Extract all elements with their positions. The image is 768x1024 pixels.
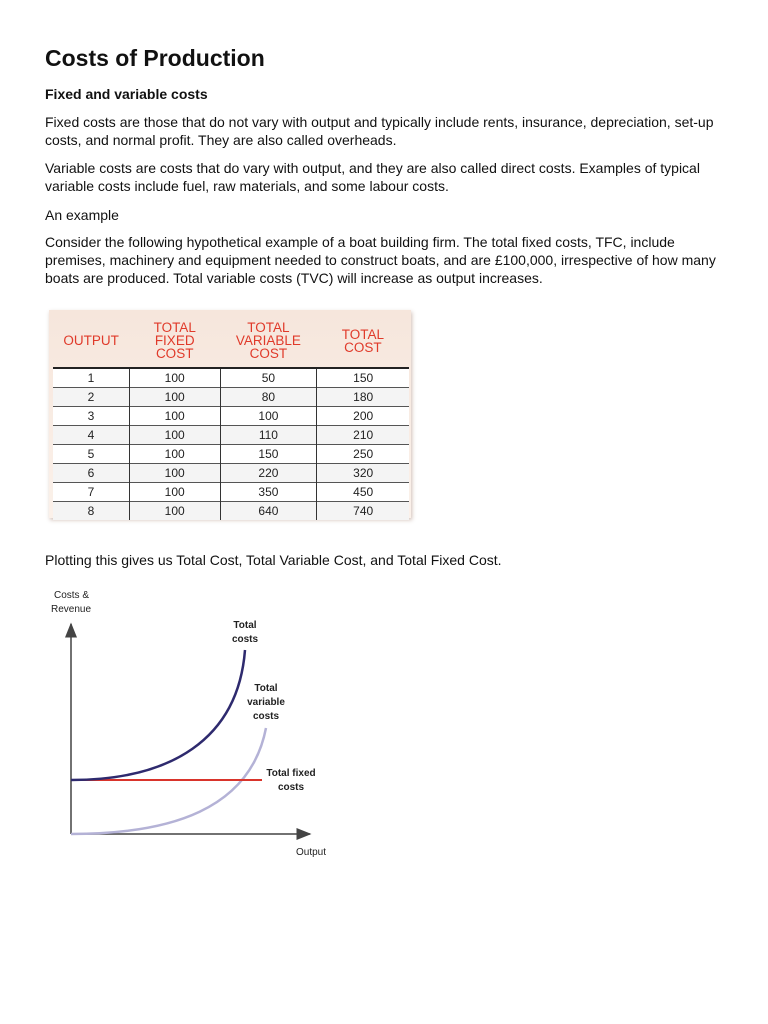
header-line: COST [249, 346, 288, 361]
cell-tvc: 50 [220, 368, 317, 388]
label-total-variable-costs-line3: costs [252, 711, 280, 722]
cell-tvc: 110 [220, 426, 317, 445]
cell-output: 1 [53, 368, 129, 388]
header-line: TOTAL [247, 320, 290, 335]
cell-tfc: 100 [129, 483, 220, 502]
header-line: VARIABLE [235, 333, 301, 348]
cell-output: 5 [53, 445, 129, 464]
x-axis-label: Output [295, 847, 327, 858]
header-line: COST [344, 339, 382, 355]
y-axis-label-line1: Costs & [54, 590, 90, 601]
cell-tfc: 100 [129, 502, 220, 521]
cell-output: 3 [53, 407, 129, 426]
label-total-costs-line1: Total [233, 620, 257, 631]
section-heading: Fixed and variable costs [45, 86, 208, 102]
cell-tc: 740 [317, 502, 409, 521]
cell-tc: 250 [317, 445, 409, 464]
header-line: TOTAL [153, 320, 196, 335]
cell-output: 7 [53, 483, 129, 502]
plotting-paragraph: Plotting this gives us Total Cost, Total Variable Cost, and Total Fixed Cost. [45, 552, 502, 568]
label-total-fixed-costs-line1: Total fixed [266, 768, 316, 779]
cell-tvc: 80 [220, 388, 317, 407]
cell-tfc: 100 [129, 388, 220, 407]
example-paragraph: Consider the following hypothetical example of a boat building firm. The total fixed costs, TFC, include premises, machinery and equipment needed to construct boats, and are £100,000, irrespective of how many boats are produced. Total variable costs (TVC) will increase as output increases. [45, 234, 716, 286]
example-heading: An example [45, 207, 119, 223]
header-line: FIXED [154, 333, 195, 348]
cell-tc: 180 [317, 388, 409, 407]
header-output-line: OUTPUT [63, 333, 119, 348]
header-line: TOTAL [341, 326, 385, 342]
cell-tvc: 350 [220, 483, 317, 502]
cell-tc: 450 [317, 483, 409, 502]
variable-costs-paragraph: Variable costs are costs that do vary with output, and they are also called direct costs. Examples of typical variable costs include fuel, raw materials, and some labour costs. [45, 160, 700, 194]
y-axis-label-line2: Revenue [51, 604, 92, 615]
label-total-variable-costs-line2: variable [247, 697, 285, 708]
cell-output: 4 [53, 426, 129, 445]
cell-tfc: 100 [129, 426, 220, 445]
cell-tfc: 100 [129, 445, 220, 464]
cell-output: 6 [53, 464, 129, 483]
label-total-variable-costs-line1: Total [254, 683, 278, 694]
header-line: COST [155, 346, 194, 361]
cell-tvc: 220 [220, 464, 317, 483]
cell-tfc: 100 [129, 464, 220, 483]
fixed-costs-paragraph: Fixed costs are those that do not vary with output and typically include rents, insurance, depreciation, set-up costs, and normal profit. They are also called overheads. [45, 114, 714, 148]
cell-tc: 210 [317, 426, 409, 445]
cell-output: 2 [53, 388, 129, 407]
cell-tvc: 640 [220, 502, 317, 521]
series-total-costs [71, 650, 245, 780]
cell-output: 8 [53, 502, 129, 521]
label-total-fixed-costs-line2: costs [277, 782, 305, 793]
cell-tfc: 100 [129, 368, 220, 388]
cell-tc: 150 [317, 368, 409, 388]
cell-tvc: 100 [220, 407, 317, 426]
cell-tvc: 150 [220, 445, 317, 464]
cell-tc: 200 [317, 407, 409, 426]
label-total-costs-line2: costs [231, 634, 259, 645]
page-title: Costs of Production [45, 45, 265, 71]
cell-tc: 320 [317, 464, 409, 483]
cell-tfc: 100 [129, 407, 220, 426]
